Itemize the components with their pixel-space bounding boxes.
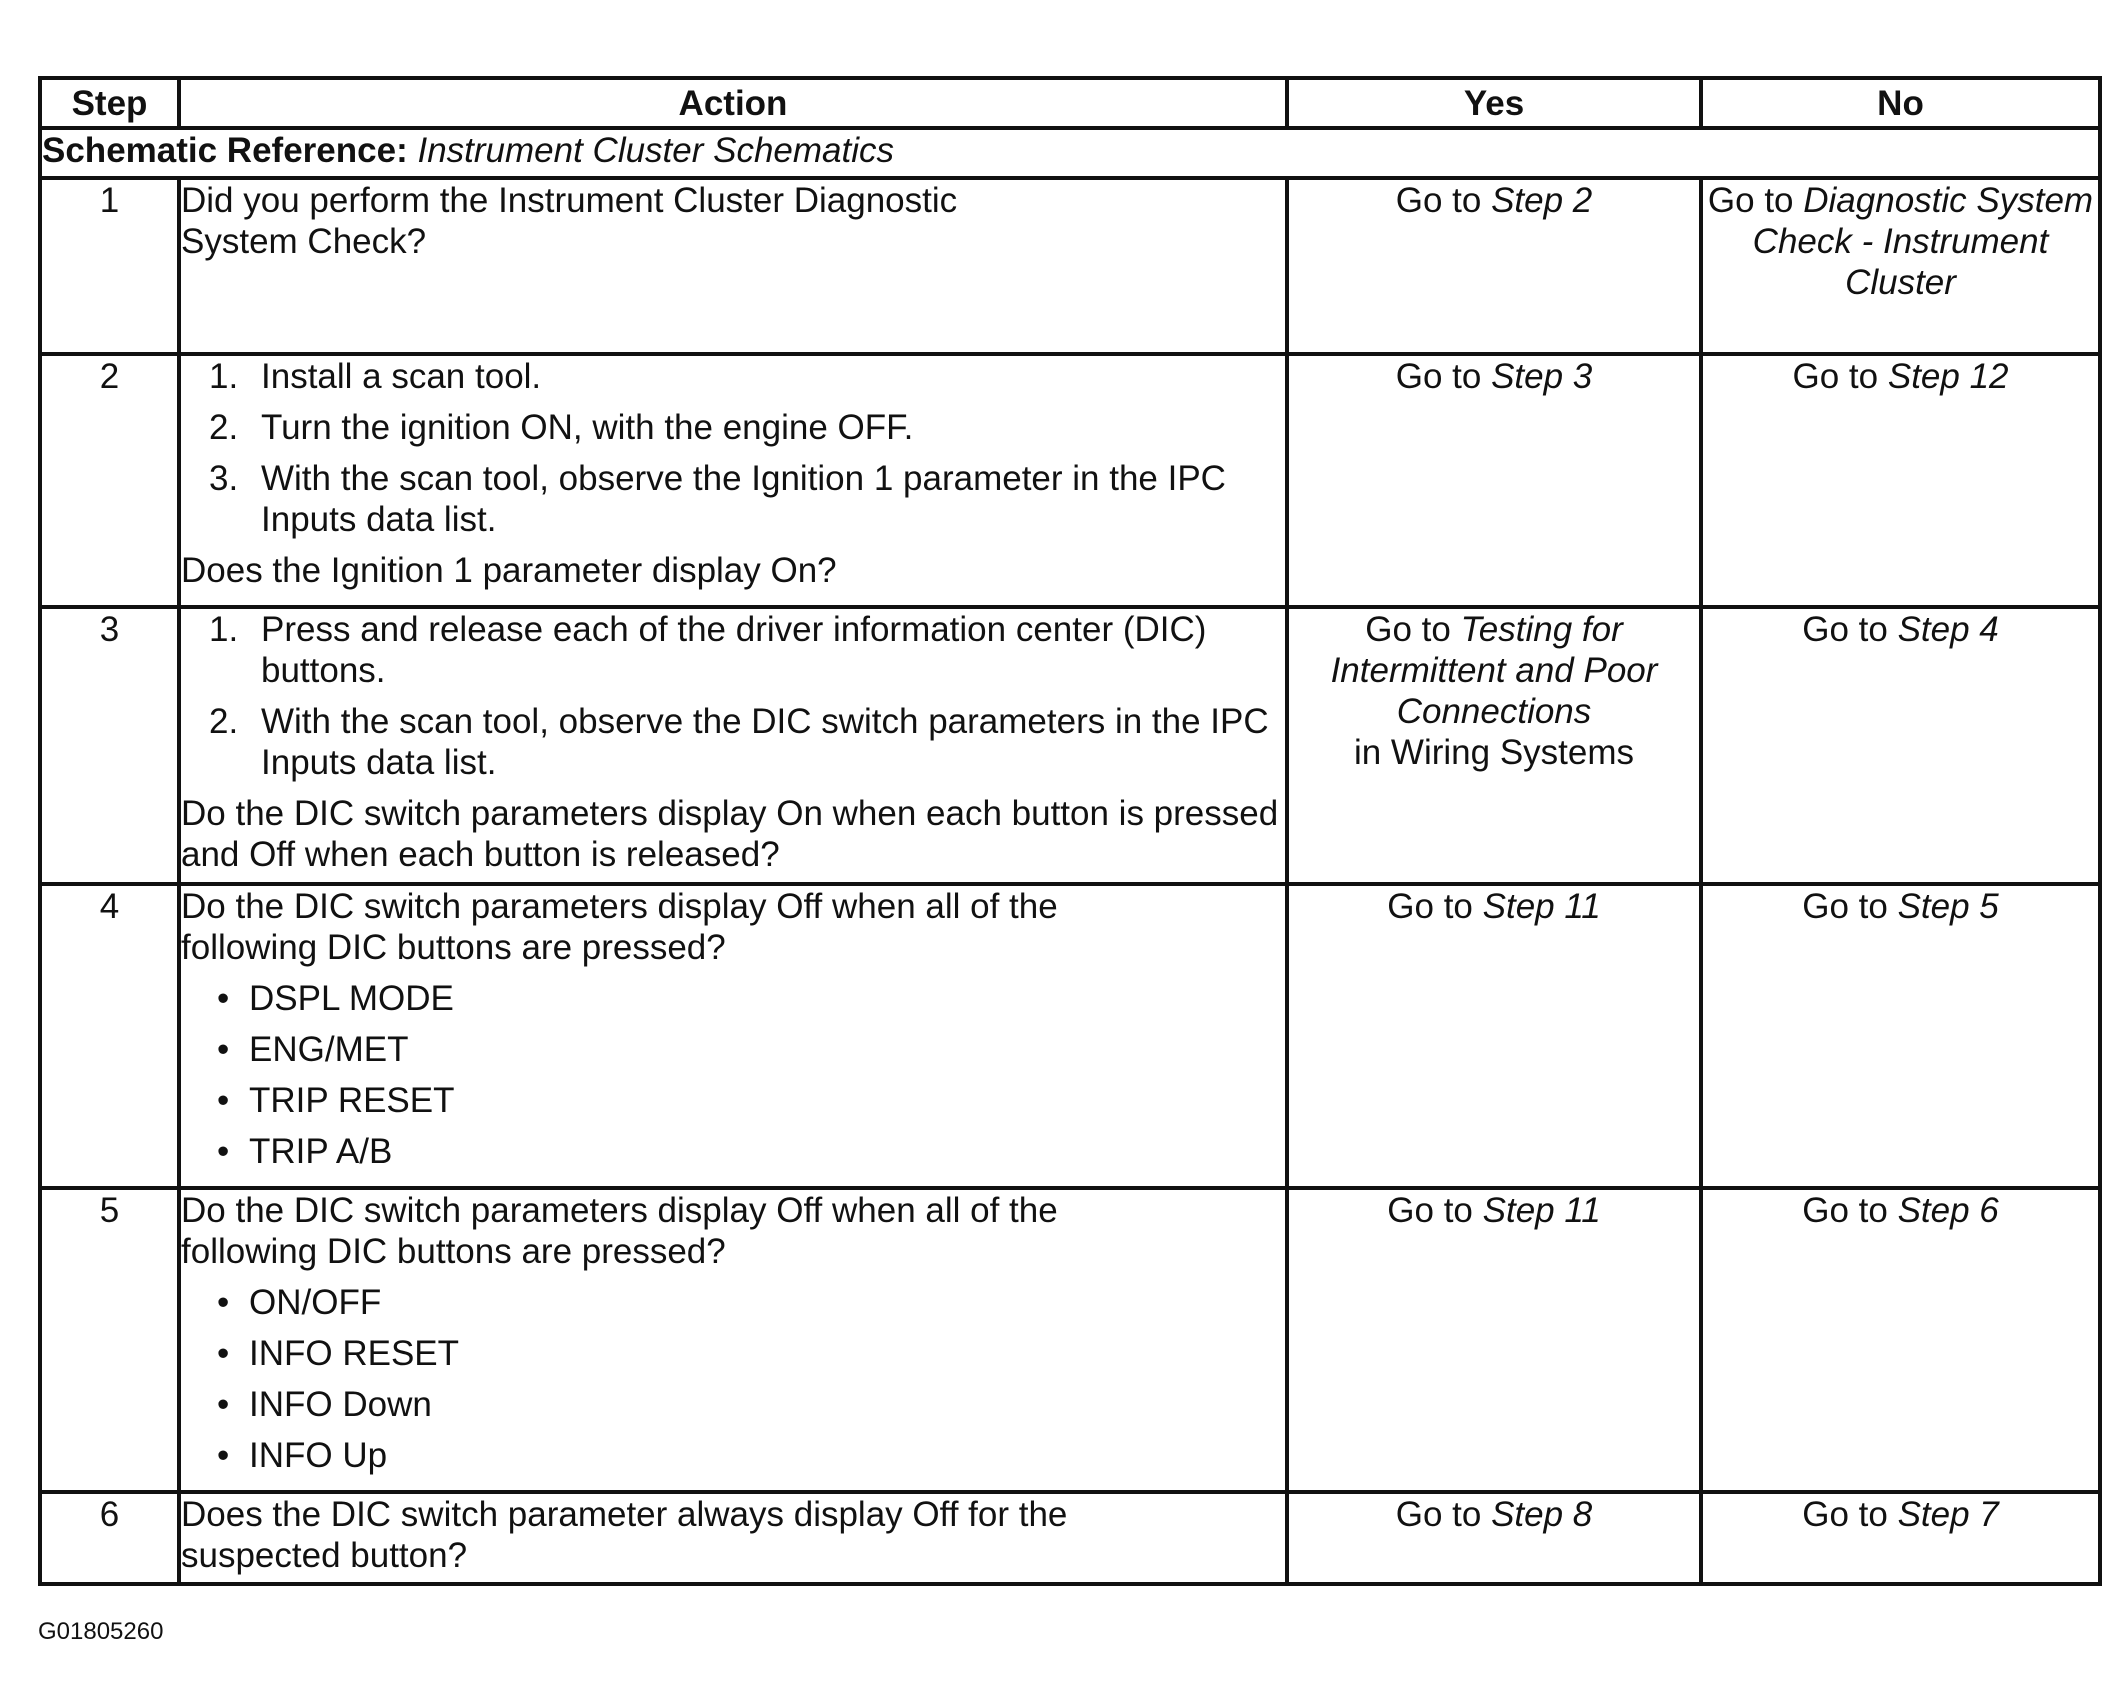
yes-prefix: Go to <box>1395 357 1482 396</box>
action-cell <box>179 1188 1287 1492</box>
table-row <box>40 607 2100 884</box>
no-target: Step 5 <box>1897 887 1999 926</box>
figure-id: G01805260 <box>38 1618 164 1645</box>
table-row <box>40 1188 2100 1492</box>
no-prefix: Go to <box>1802 1495 1888 1534</box>
list-item: • TRIP RESET <box>217 1081 455 1120</box>
no-prefix: Go to <box>1802 1191 1888 1230</box>
step-number: 4 <box>40 884 179 1188</box>
action-cell <box>179 1492 1287 1584</box>
no-prefix: Go to <box>1707 181 1794 220</box>
step-text: Install a scan tool. <box>261 357 542 396</box>
action-question: Do the DIC switch parameters display Off when all of the following DIC buttons are pressed? <box>181 1191 1058 1271</box>
numbered-step <box>181 356 1285 397</box>
yes-cell <box>1287 1492 1701 1584</box>
no-cell <box>1701 1492 2100 1584</box>
step-text: With the scan tool, observe the DIC switch parameters in the IPC Inputs data list. <box>261 702 1269 782</box>
yes-target: Step 8 <box>1491 1495 1593 1534</box>
yes-cell <box>1287 178 1701 354</box>
step-number: 2 <box>40 354 179 607</box>
yes-target: Step 3 <box>1491 357 1593 396</box>
yes-target: Step 11 <box>1482 1191 1601 1230</box>
numbered-step <box>181 609 1285 691</box>
list-item: • INFO RESET <box>217 1334 460 1373</box>
no-prefix: Go to <box>1802 887 1888 926</box>
step-index: 2. <box>209 702 239 741</box>
action-question: Does the DIC switch parameter always display Off for the suspected button? <box>181 1495 1068 1575</box>
numbered-steps <box>181 609 1285 783</box>
step-number: 3 <box>40 607 179 884</box>
no-cell <box>1701 884 2100 1188</box>
numbered-step <box>181 407 1285 448</box>
schematic-reference <box>40 128 2100 178</box>
list-item: • TRIP A/B <box>217 1132 393 1171</box>
table-row <box>40 884 2100 1188</box>
yes-prefix: Go to <box>1365 610 1451 649</box>
action-question: Do the DIC switch parameters display Off when all of the following DIC buttons are pressed? <box>181 887 1058 967</box>
step-index: 3. <box>209 459 239 498</box>
yes-target: Step 2 <box>1491 181 1593 220</box>
yes-cell <box>1287 354 1701 607</box>
action-cell <box>179 354 1287 607</box>
table-header-row <box>40 78 2100 128</box>
yes-prefix: Go to <box>1395 181 1482 220</box>
step-number: 5 <box>40 1188 179 1492</box>
step-number: 1 <box>40 178 179 354</box>
yes-prefix: Go to <box>1387 1191 1473 1230</box>
no-cell <box>1701 178 2100 354</box>
list-item: • ENG/MET <box>217 1030 409 1069</box>
list-item: • INFO Down <box>217 1385 432 1424</box>
schematic-reference-value: Instrument Cluster Schematics <box>417 131 895 170</box>
action-question: Do the DIC switch parameters display On when each button is pressed and Off when each button is released? <box>181 794 1279 874</box>
numbered-step <box>181 458 1285 540</box>
step-text: With the scan tool, observe the Ignition 1 parameter in the IPC Inputs data list. <box>261 459 1226 539</box>
yes-prefix: Go to <box>1395 1495 1482 1534</box>
numbered-steps <box>181 356 1285 540</box>
table-row <box>40 354 2100 607</box>
action-cell <box>179 178 1287 354</box>
schematic-reference-label: Schematic Reference: <box>42 131 408 170</box>
step-index: 1. <box>209 610 239 649</box>
no-prefix: Go to <box>1792 357 1879 396</box>
step-number: 6 <box>40 1492 179 1584</box>
header-step: Step <box>40 78 179 128</box>
no-target: Step 6 <box>1897 1191 1999 1230</box>
list-item: • INFO Up <box>217 1436 388 1475</box>
schematic-reference-row <box>40 128 2100 178</box>
header-yes: Yes <box>1287 78 1701 128</box>
list-item: • DSPL MODE <box>217 979 454 1018</box>
no-target: Step 12 <box>1887 357 2009 396</box>
yes-cell <box>1287 607 1701 884</box>
yes-cell <box>1287 1188 1701 1492</box>
table-row <box>40 178 2100 354</box>
no-cell <box>1701 354 2100 607</box>
no-prefix: Go to <box>1802 610 1888 649</box>
action-cell <box>179 607 1287 884</box>
action-question: Does the Ignition 1 parameter display On? <box>181 551 837 590</box>
table-row <box>40 1492 2100 1584</box>
yes-target: Testing for Intermittent and Poor Connections <box>1330 610 1658 731</box>
yes-cell <box>1287 884 1701 1188</box>
no-cell <box>1701 607 2100 884</box>
action-cell <box>179 884 1287 1188</box>
step-text: Press and release each of the driver information center (DIC) buttons. <box>261 610 1207 690</box>
header-action: Action <box>179 78 1287 128</box>
button-list <box>181 1282 1285 1476</box>
no-cell <box>1701 1188 2100 1492</box>
step-index: 1. <box>209 357 239 396</box>
numbered-step <box>181 701 1285 783</box>
no-target: Step 7 <box>1897 1495 1999 1534</box>
action-question: Did you perform the Instrument Cluster Diagnostic System Check? <box>181 181 958 261</box>
button-list <box>181 978 1285 1172</box>
diagnostic-table <box>38 76 2102 1586</box>
list-item: • ON/OFF <box>217 1283 382 1322</box>
no-target: Diagnostic System Check - Instrument Cluster <box>1752 181 2094 302</box>
step-text: Turn the ignition ON, with the engine OFF. <box>261 408 914 447</box>
step-index: 2. <box>209 408 239 447</box>
yes-target: Step 11 <box>1482 887 1601 926</box>
no-target: Step 4 <box>1897 610 1999 649</box>
header-no: No <box>1701 78 2100 128</box>
yes-suffix: in Wiring Systems <box>1353 733 1635 772</box>
yes-prefix: Go to <box>1387 887 1473 926</box>
